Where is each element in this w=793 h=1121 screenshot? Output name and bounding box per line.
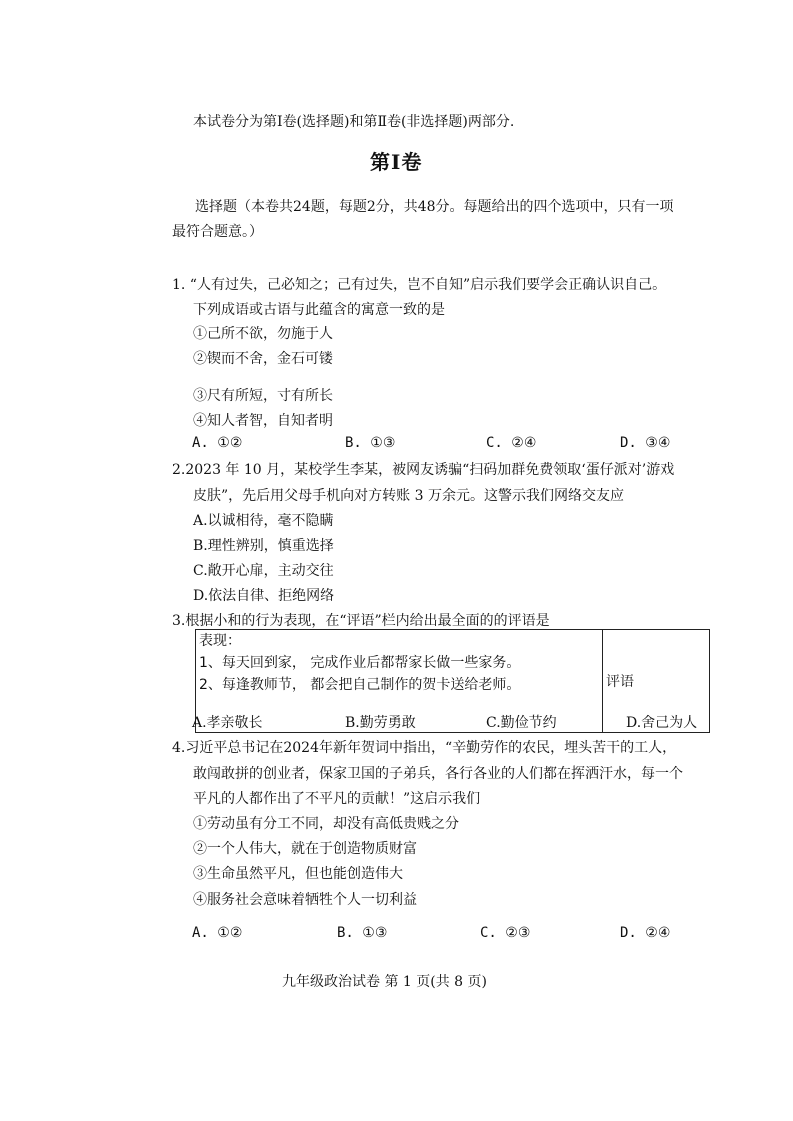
q3-option-d: D.舍己为人 <box>626 715 698 731</box>
q1-option-d: D. ③④ <box>620 435 671 451</box>
q1-item-3: ③尺有所短，寸有所长 <box>193 388 333 404</box>
q1-stem-line2: 下列成语或古语与此蕴含的寓意一致的是 <box>193 302 445 318</box>
q1-stem-line1: 1. “人有过失，己必知之；己有过失，岂不自知”启示我们要学会正确认识自己。 <box>172 277 667 293</box>
q4-option-d: D. ②④ <box>620 925 671 941</box>
section-instructions-line1: 选择题（本卷共24题，每题2分，共48分。每题给出的四个选项中，只有一项 <box>195 199 674 215</box>
q4-stem-line2: 敢闯敢拼的创业者，保家卫国的子弟兵，各行各业的人们都在挥洒汗水，每一个 <box>193 766 683 782</box>
q1-item-1: ①己所不欲，勿施于人 <box>193 326 333 342</box>
q4-item-1: ①劳动虽有分工不同，却没有高低贵贱之分 <box>193 816 459 832</box>
q1-item-2: ②锲而不舍，金石可镂 <box>193 351 333 367</box>
q3-option-b: B.勤劳勇敢 <box>345 715 416 731</box>
q4-option-c: C. ②③ <box>480 925 531 941</box>
q2-option-d: D.依法自律、拒绝网络 <box>193 588 335 604</box>
q3-review-label: 评语 <box>606 674 634 690</box>
q3-option-a: A.孝亲敬长 <box>192 715 263 731</box>
q4-item-2: ②一个人伟大，就在于创造物质财富 <box>193 841 417 857</box>
q4-stem-line3: 平凡的人都作出了不平凡的贡献！”这启示我们 <box>193 791 481 807</box>
q4-option-a: A. ①② <box>192 925 243 941</box>
q1-option-b: B. ①③ <box>345 435 396 451</box>
volume-title: 第Ⅰ卷 <box>370 150 423 174</box>
q2-option-a: A.以诚相待，毫不隐瞒 <box>193 513 334 529</box>
q4-option-b: B. ①③ <box>337 925 388 941</box>
q1-item-4: ④知人者智，自知者明 <box>193 413 333 429</box>
q2-option-b: B.理性辨别，慎重选择 <box>193 538 334 554</box>
q3-option-c: C.勤俭节约 <box>486 715 557 731</box>
q2-stem-line2: 皮肤”，先后用父母手机向对方转账 3 万余元。这警示我们网络交友应 <box>193 488 624 504</box>
q2-stem-line1: 2.2023 年 10 月，某校学生李某，被网友诱骗“扫码加群免费领取‘蛋仔派对’游戏 <box>172 462 675 478</box>
q3-table-header: 表现： <box>199 633 241 649</box>
q3-table-row-1: 1、每天回到家， 完成作业后都帮家长做一些家务。 <box>199 655 521 671</box>
intro-text: 本试卷分为第Ⅰ卷(选择题)和第Ⅱ卷(非选择题)两部分. <box>193 114 515 130</box>
q1-option-a: A. ①② <box>192 435 243 451</box>
section-instructions-line2: 最符合题意。） <box>172 224 263 240</box>
page-footer: 九年级政治试卷 第 1 页(共 8 页) <box>282 974 487 990</box>
q4-stem-line1: 4.习近平总书记在2024年新年贺词中指出，“辛勤劳作的农民，埋头苦干的工人， <box>172 740 677 756</box>
q3-stem: 3.根据小和的行为表现，在“评语”栏内给出最全面的的评语是 <box>172 613 550 629</box>
q4-item-3: ③生命虽然平凡，但也能创造伟大 <box>193 866 403 882</box>
q4-item-4: ④服务社会意味着牺牲个人一切利益 <box>193 892 417 908</box>
q2-option-c: C.敞开心扉，主动交往 <box>193 563 334 579</box>
q3-table-row-2: 2、每逢教师节， 都会把自己制作的贺卡送给老师。 <box>199 677 521 693</box>
q1-option-c: C. ②④ <box>486 435 537 451</box>
